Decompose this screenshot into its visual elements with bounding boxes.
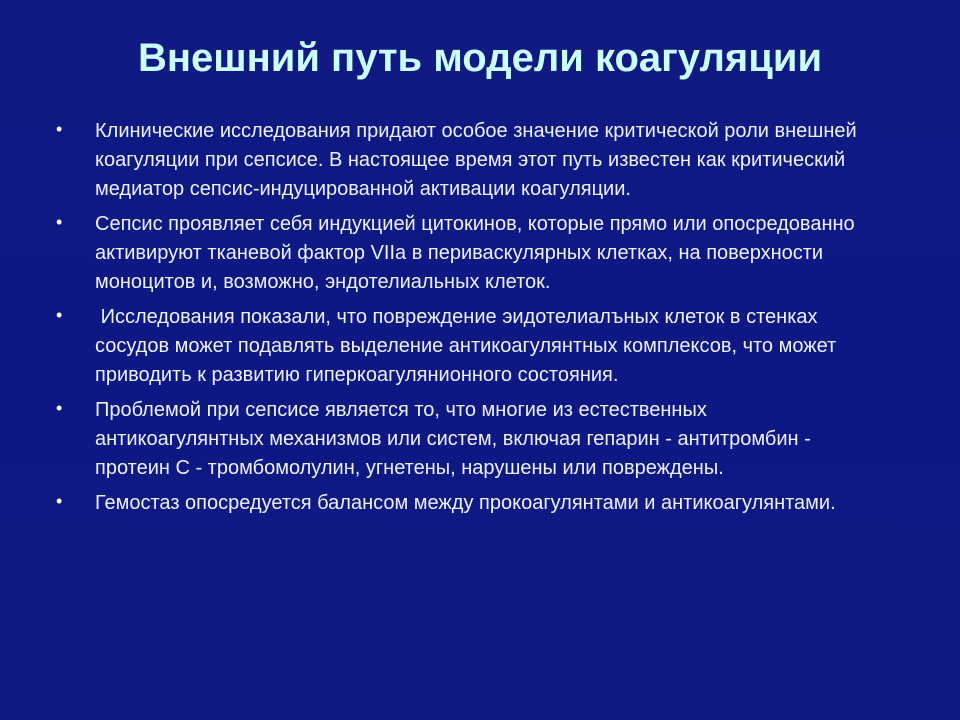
bullet-dot-icon: • xyxy=(56,305,63,325)
bullet-item xyxy=(56,396,876,483)
bullet-item xyxy=(56,117,876,204)
bullet-text: Сепсис проявляет себя индукцией цитокинов, которые прямо или опосредованно активируют тканевой фактор VIIа в периваскулярных клетках, на поверхности моноцитов и, возможно, эндотелиальных клеток. xyxy=(95,213,855,293)
bullet-item xyxy=(56,303,876,390)
bullet-text: Проблемой при сепсисе является то, что многие из естественных антикоагулянтных механизмов или систем, включая гепарин - антитромбин - протеин С - тромбомолулин, угнетены, нарушены или повреждены. xyxy=(95,399,811,479)
bullet-dot-icon: • xyxy=(56,491,63,511)
slide-title: Внешний путь модели коагуляции xyxy=(137,36,823,80)
bullet-dot-icon: • xyxy=(56,398,63,418)
bullet-text: Гемостаз опосредуется балансом между прокоагулянтами и антикоагулянтами. xyxy=(95,492,836,514)
bullet-dot-icon: • xyxy=(56,119,63,139)
bullet-list xyxy=(56,117,876,524)
bullet-dot-icon: • xyxy=(56,212,63,232)
bullet-text: Исследования показали, что повреждение эидотелиалъных клеток в стенках сосудов может подавлять выделение антикоагулянтных комплексов, что может приводить к развитию гиперкоагулянионного состояния. xyxy=(95,306,842,386)
bullet-text: Клинические исследования придают особое значение критической роли внешней коагуляции при сепсисе. В настоящее время этот путь известен как критический медиатор сепсис-индуцированной активации коагуляции. xyxy=(95,120,857,200)
bullet-item xyxy=(56,210,876,297)
bullet-item xyxy=(56,489,876,518)
